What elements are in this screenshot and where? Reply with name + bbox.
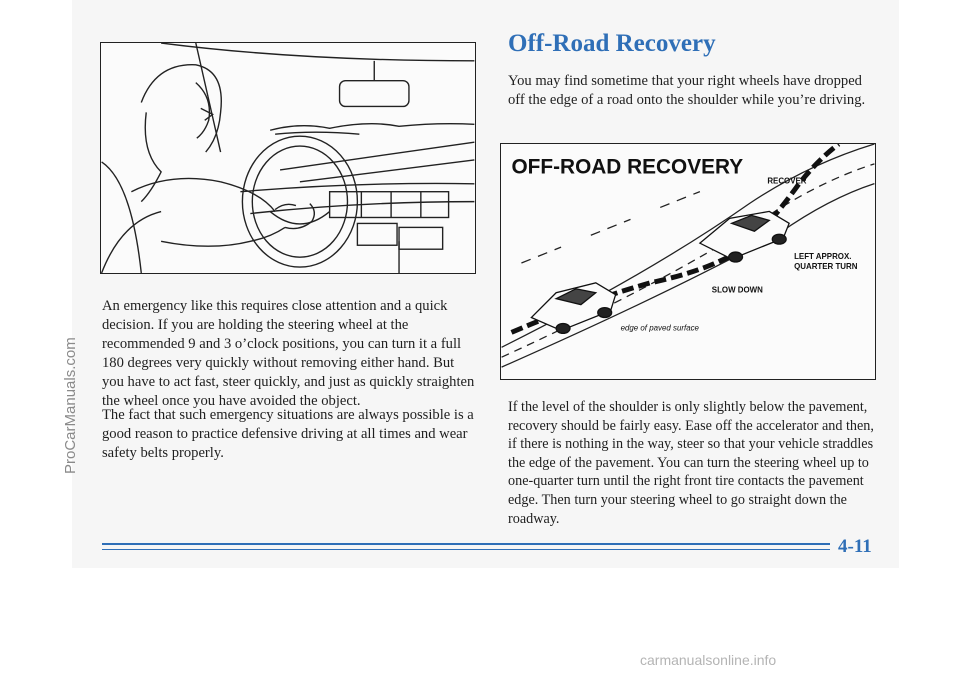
footer-watermark: carmanualsonline.info bbox=[640, 652, 777, 668]
section-heading: Off-Road Recovery bbox=[508, 30, 716, 57]
left-paragraph-1: An emergency like this requires close attention and a quick decision. If you are holding the steering wheel at the recommended 9 and 3 o’clock positions, you can turn it a full 180 degrees very quickly without removing either hand. But you have to act fast, steer quickly, and just as quickly straighten the wheel once you have avoided the object. bbox=[102, 298, 475, 409]
recovery-drawing bbox=[501, 144, 875, 379]
label-turn-line2: QUARTER TURN bbox=[794, 261, 858, 271]
right-paragraph: If the level of the shoulder is only slightly below the pavement, recovery should be fairly easy. Ease off the accelerator and then, if there is nothing in the way, steer so that your vehicle straddles the edge of the pavement. You can turn the steering wheel up to one-quarter turn until the right front tire contacts the pavement edge. Then turn your steering wheel to go straight down the roadway. bbox=[508, 399, 874, 527]
left-paragraph-2: The fact that such emergency situations are always possible is a good reason to practice defensive driving at all times and wear safety belts properly. bbox=[102, 407, 474, 461]
label-recover: RECOVER bbox=[767, 176, 807, 186]
driver-drawing bbox=[101, 43, 475, 273]
diagram-title: OFF-ROAD RECOVERY bbox=[511, 155, 744, 179]
intro-paragraph: You may find sometime that your right wheels have dropped off the edge of a road onto the shoulder while you’re driving. bbox=[508, 73, 866, 108]
label-turn-line1: LEFT APPROX. bbox=[794, 252, 852, 262]
label-edge: edge of paved surface bbox=[620, 323, 699, 333]
driver-illustration bbox=[100, 42, 476, 274]
side-watermark: ProCarManuals.com bbox=[62, 337, 79, 474]
footer-rule-top bbox=[102, 543, 830, 545]
off-road-recovery-diagram bbox=[500, 143, 876, 380]
label-slow-down: SLOW DOWN bbox=[711, 285, 763, 295]
page-number: 4-11 bbox=[838, 536, 872, 557]
footer-rule-bottom bbox=[102, 549, 830, 550]
